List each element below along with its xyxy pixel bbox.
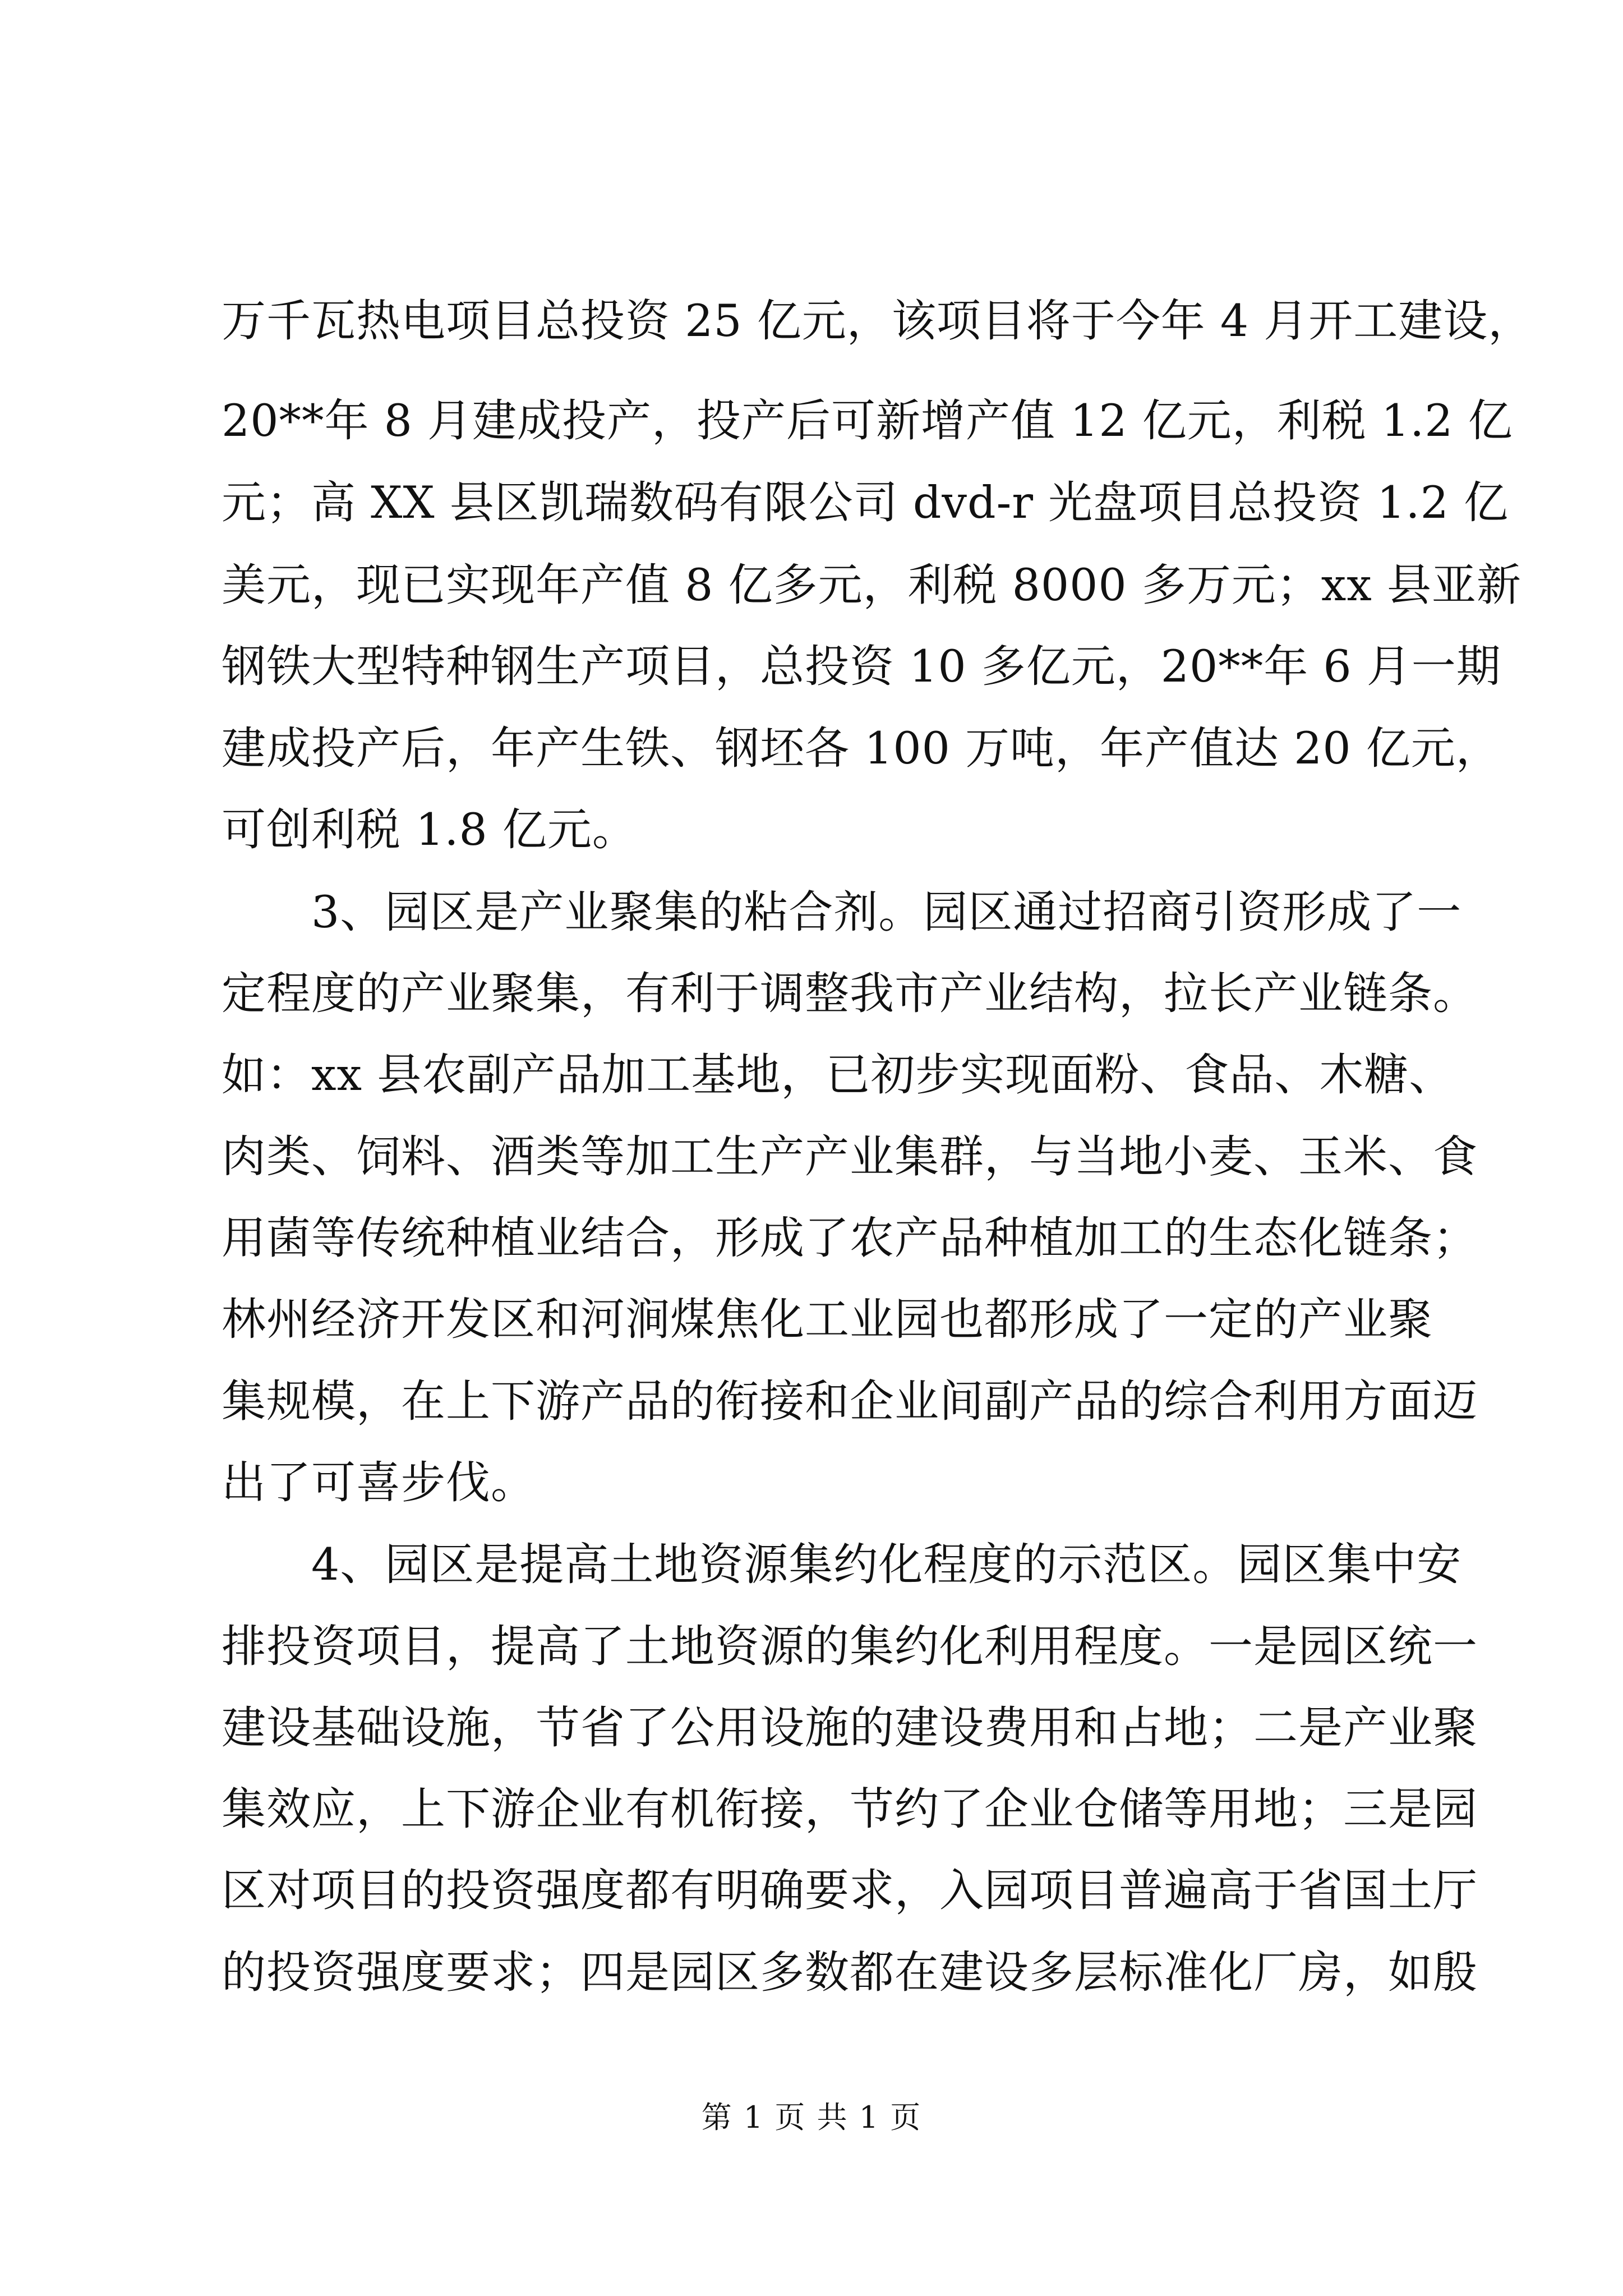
text-line: 区对项目的投资强度都有明确要求，入园项目普遍高于省国土厅 <box>222 1865 1478 1916</box>
text-line: 建成投产后，年产生铁、钢坯各 100 万吨，年产值达 20 亿元， <box>222 723 1501 774</box>
text-line: 如：xx 县农副产品加工基地，已初步实现面粉、食品、木糖、 <box>222 1049 1454 1101</box>
text-line: 肉类、饲料、酒类等加工生产产业集群，与当地小麦、玉米、食 <box>222 1131 1478 1182</box>
text-line: 可创利税 1.8 亿元。 <box>222 804 637 855</box>
text-line: 4、园区是提高土地资源集约化程度的示范区。园区集中安 <box>222 1539 1462 1590</box>
text-line: 集规模，在上下游产品的衔接和企业间副产品的综合利用方面迈 <box>222 1375 1478 1427</box>
text-line: 林州经济开发区和河涧煤焦化工业园也都形成了一定的产业聚 <box>222 1294 1433 1345</box>
text-line: 排投资项目，提高了土地资源的集约化利用程度。一是园区统一 <box>222 1621 1478 1672</box>
text-line: 3、园区是产业聚集的粘合剂。园区通过招商引资形成了一 <box>222 886 1462 938</box>
text-line: 建设基础设施，节省了公用设施的建设费用和占地；二是产业聚 <box>222 1702 1478 1754</box>
page-number: 第 1 页 共 1 页 <box>701 2100 922 2135</box>
text-line: 元；高 XX 县区凯瑞数码有限公司 dvd-r 光盘项目总投资 1.2 亿 <box>222 477 1509 528</box>
text-line: 定程度的产业聚集，有利于调整我市产业结构，拉长产业链条。 <box>222 968 1478 1019</box>
text-line: 钢铁大型特种钢生产项目，总投资 10 多亿元，20**年 6 月一期 <box>222 641 1501 692</box>
text-line: 集效应，上下游企业有机衔接，节约了企业仓储等用地；三是园 <box>222 1783 1478 1835</box>
text-line: 的投资强度要求；四是园区多数都在建设多层标准化厂房，如殷 <box>222 1947 1478 1998</box>
text-line: 万千瓦热电项目总投资 25 亿元，该项目将于今年 4 月开工建设， <box>222 295 1533 347</box>
text-line: 出了可喜步伐。 <box>222 1457 536 1508</box>
text-line: 20**年 8 月建成投产，投产后可新增产值 12 亿元，利税 1.2 亿 <box>222 395 1513 447</box>
text-line: 用菌等传统种植业结合，形成了农产品种植加工的生态化链条； <box>222 1212 1478 1264</box>
text-line: 美元，现已实现年产值 8 亿多元，利税 8000 多万元；xx 县亚新 <box>222 559 1521 611</box>
